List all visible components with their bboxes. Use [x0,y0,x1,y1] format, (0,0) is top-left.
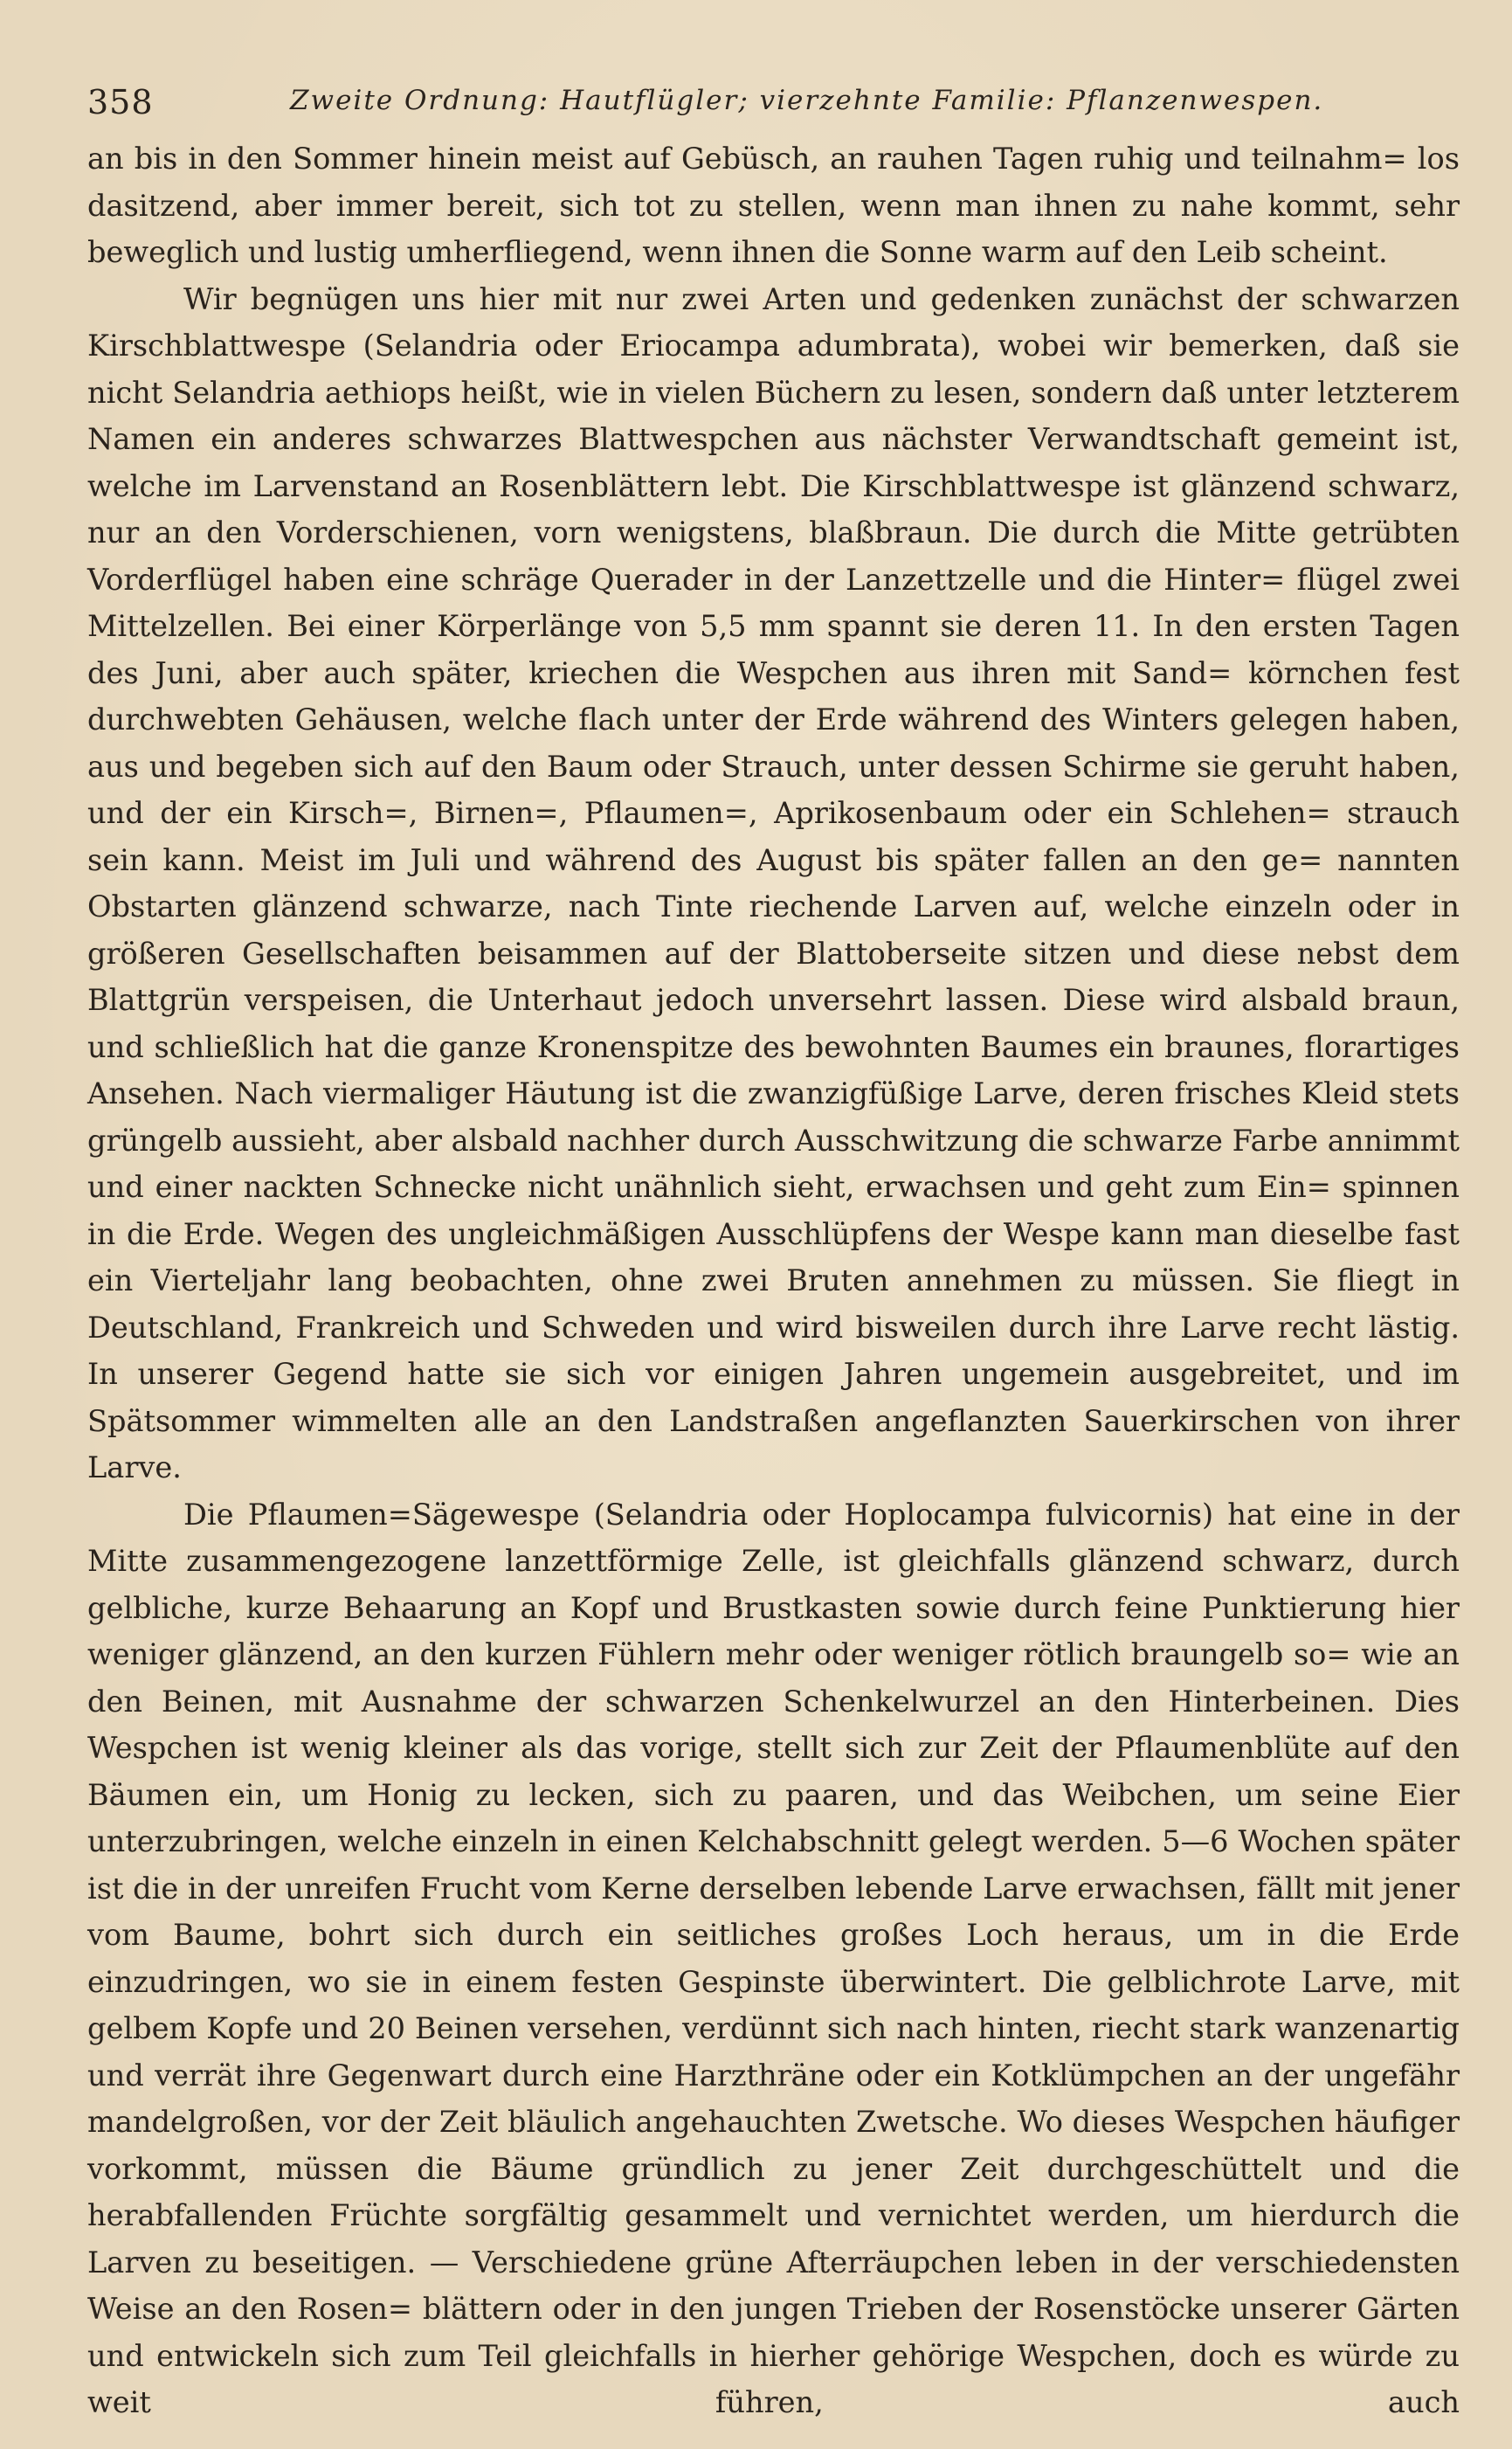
running-title: Zweite Ordnung: Hautflügler; vierzehnte Familie: Pflanzenwespen. [290,85,1324,116]
page-number: 358 [87,83,154,121]
paragraph-1: an bis in den Sommer hinein meist auf Gebüsch, an rauhen Tagen ruhig und teilnahm= los dasitzend, aber immer bereit, sich tot zu stellen, wenn man ihnen zu nahe kommt, sehr beweglich und lustig umherfliegend, wenn ihnen die Sonne warm auf den Leib scheint. [87,142,1460,269]
running-head [87,83,1460,135]
paragraph-3: Die Pflaumen=Sägewespe (Selandria oder Hoplocampa fulvicornis) hat eine in der Mitte zusammengezogene lanzettförmige Zelle, ist gleichfalls glänzend schwarz, durch gelbliche, kurze Behaarung an Kopf und Brustkasten sowie durch feine Punktierung hier weniger glänzend, an den kurzen Fühlern mehr oder weniger rötlich braungelb so= wie an den Beinen, mit Ausnahme der schwarzen Schenkelwurzel an den Hinterbeinen. Dies Wespchen ist wenig kleiner als das vorige, stellt sich zur Zeit der Pflaumenblüte auf den Bäumen ein, um Honig zu lecken, sich zu paaren, und das Weibchen, um seine Eier unterzubringen, welche einzeln in einen Kelchabschnitt gelegt werden. 5—6 Wochen später ist die in der unreifen Frucht vom Kerne derselben lebende Larve erwachsen, fällt mit jener vom Baume, bohrt sich durch ein seitliches großes Loch heraus, um in die Erde einzudringen, wo sie in einem festen Gespinste überwintert. Die gelblichrote Larve, mit gelbem Kopfe und 20 Beinen versehen, verdünnt sich nach hinten, riecht stark wanzenartig und verrät ihre Gegenwart durch eine Harzthräne oder ein Kotklümpchen an der ungefähr mandelgroßen, vor der Zeit bläulich angehauchten Zwetsche. Wo dieses Wespchen häufiger vorkommt, müssen die Bäume gründlich zu jener Zeit durchgeschüttelt und die herabfallenden Früchte sorgfältig gesammelt und vernichtet werden, um hierdurch die Larven zu beseitigen. — Verschiedene grüne Afterräupchen leben in der verschiedensten Weise an den Rosen= blättern oder in den jungen Trieben der Rosenstöcke unserer Gärten und entwickeln sich zum Teil gleichfalls in hierher gehörige Wespchen, doch es würde zu weit führen, auch [87,1497,1460,2419]
body-text [87,135,1460,2426]
paragraph-2: Wir begnügen uns hier mit nur zwei Arten und gedenken zunächst der schwarzen Kirschblattwespe (Selandria oder Eriocampa adumbrata), wobei wir bemerken, daß sie nicht Selandria aethiops heißt, wie in vielen Büchern zu lesen, sondern daß unter letzterem Namen ein anderes schwarzes Blattwespchen aus nächster Verwandtschaft gemeint ist, welche im Larvenstand an Rosenblättern lebt. Die Kirschblattwespe ist glänzend schwarz, nur an den Vorderschienen, vorn wenigstens, blaßbraun. Die durch die Mitte getrübten Vorderflügel haben eine schräge Querader in der Lanzettzelle und die Hinter= flügel zwei Mittelzellen. Bei einer Körperlänge von 5,5 mm spannt sie deren 11. In den ersten Tagen des Juni, aber auch später, kriechen die Wespchen aus ihren mit Sand= körnchen fest durchwebten Gehäusen, welche flach unter der Erde während des Winters gelegen haben, aus und begeben sich auf den Baum oder Strauch, unter dessen Schirme sie geruht haben, und der ein Kirsch=, Birnen=, Pflaumen=, Aprikosenbaum oder ein Schlehen= strauch sein kann. Meist im Juli und während des August bis später fallen an den ge= nannten Obstarten glänzend schwarze, nach Tinte riechende Larven auf, welche einzeln oder in größeren Gesellschaften beisammen auf der Blattoberseite sitzen und diese nebst dem Blattgrün verspeisen, die Unterhaut jedoch unversehrt lassen. Diese wird alsbald braun, und schließlich hat die ganze Kronenspitze des bewohnten Baumes ein braunes, florartiges Ansehen. Nach viermaliger Häutung ist die zwanzigfüßige Larve, deren frisches Kleid stets grüngelb aussieht, aber alsbald nachher durch Ausschwitzung die schwarze Farbe annimmt und einer nackten Schnecke nicht unähnlich sieht, erwachsen und geht zum Ein= spinnen in die Erde. Wegen des ungleichmäßigen Ausschlüpfens der Wespe kann man dieselbe fast ein Vierteljahr lang beobachten, ohne zwei Bruten annehmen zu müssen. Sie fliegt in Deutschland, Frankreich und Schweden und wird bisweilen durch ihre Larve recht lästig. In unserer Gegend hatte sie sich vor einigen Jahren ungemein ausgebreitet, und im Spätsommer wimmelten alle an den Landstraßen angeflanzten Sauerkirschen von ihrer Larve. [87,281,1460,1484]
